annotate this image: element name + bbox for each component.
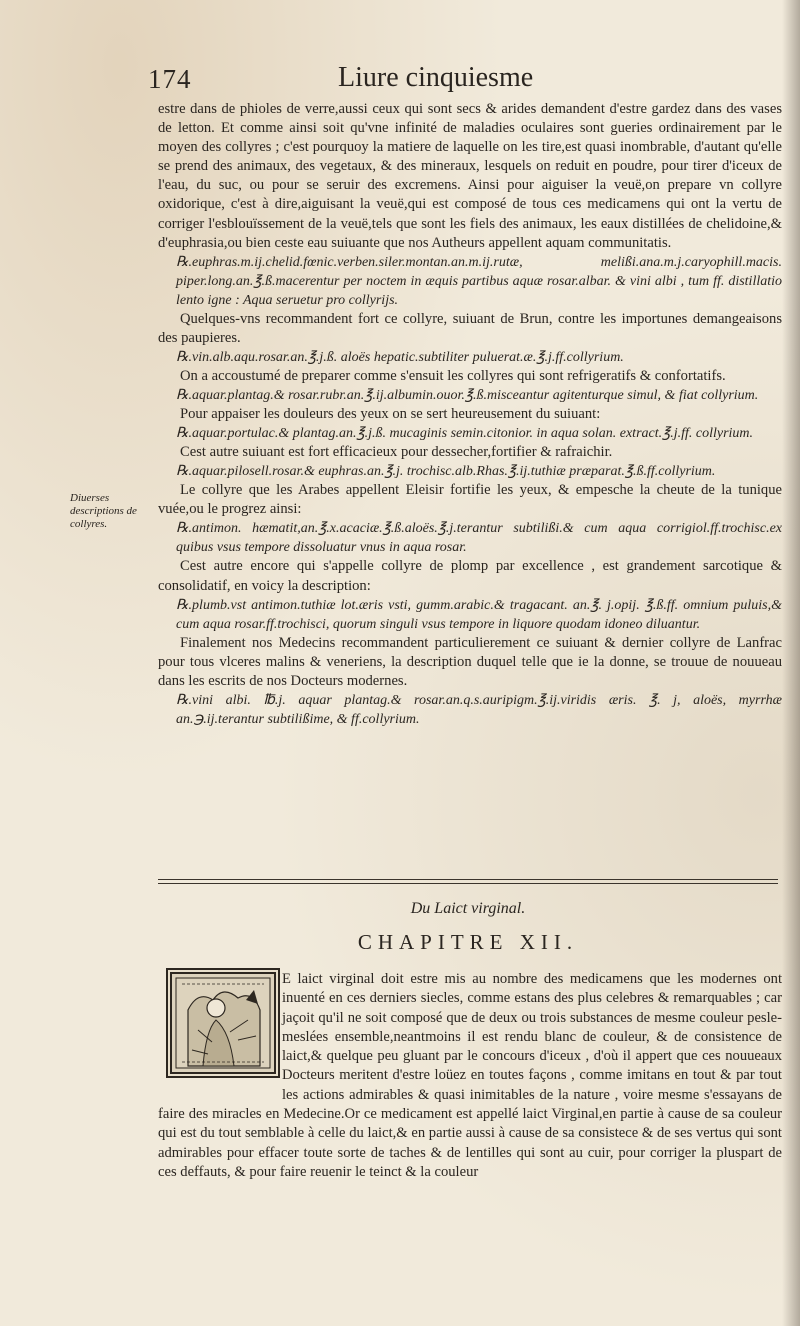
- text-paragraph: Quelques-vns recommandent fort ce collyre, suiuant de Brun, contre les importunes demangeaisons des paupieres.: [158, 310, 782, 346]
- page-header: [148, 62, 778, 96]
- prescription-paragraph: ℞.euphras.m.ij.chelid.fœnic.verben.siler.montan.an.m.ij.rutæ, melißi.ana.m.j.caryophill.macis. piper.long.an.℥.ß.macerentur per noctem in æquis partibus aquæ rosar.albar. & vini albi , tum ff. distillatio lento igne : Aqua seruetur pro collyrijs.: [176, 254, 782, 308]
- text-paragraph: Finalement nos Medecins recommandent particulierement ce suiuant & dernier collyre de Lanfrac pour tous vlceres malins & veneriens, la description duquel telle que ie la donne, se trouue de nouueau dans les escrits de nos Docteurs modernes.: [158, 634, 782, 689]
- text-paragraph: Pour appaiser les douleurs des yeux on se sert heureusement du suiuant:: [180, 406, 601, 423]
- chapter-title: CHAPITRE XII.: [357, 930, 579, 954]
- prescription-paragraph: ℞.aquar.portulac.& plantag.an.℥.j.ß. mucaginis semin.citonior. in aqua solan. extract.℥.j.ff. collyrium.: [176, 426, 754, 442]
- section-title: Du Laict virginal.: [410, 900, 526, 917]
- running-title: Liure cinquiesme: [338, 62, 534, 93]
- chapter-text: [158, 970, 782, 1182]
- page-edge-shadow: [782, 0, 800, 1326]
- text-paragraph: Le collyre que les Arabes appellent Eleisir fortifie les yeux, & empesche la cheute de la tunique vuée,ou le progrez ainsi:: [158, 482, 782, 518]
- prescription-paragraph: ℞.antimon. hæmatit,an.℥.x.acaciæ.℥.ß.aloës.℥.j.terantur subtilißi.& cum aqua corrigiol.ff.trochisc.ex quibus vsus tempore dissoluatur vnus in aqua rosar.: [176, 521, 782, 556]
- text-paragraph: Cest autre encore qui s'appelle collyre de plomp par excellence , est grandement sarcotique & consolidatif, en voicy la description:: [158, 558, 782, 594]
- prescription-paragraph: ℞.aquar.plantag.& rosar.rubr.an.℥.ij.albumin.ouor.℥.ß.misceantur agitenturque simul, & fiat collyrium.: [176, 388, 759, 404]
- chapter-paragraph: E laict virginal doit estre mis au nombre des medicamens que les modernes ont inuenté en ces derniers siecles, comme estans des plus celebres & remarquables ; car jaçoit qu'il ne soit composé que de deux ou trois substances de mesme couleur pesle-meslées ensemble,neantmoins il est rendu blanc de couleur, & de consistence de laict,& quelque peu gluant par le concours d'iceux , d'où il appert que ces nouueaux Docteurs meritent d'estre loüez en toutes façons , comme imitans en tout & par tout les actions admirables & quasi inimitables de la nature , voire mesme s'essayans de faire des miracles en Medecine.Or ce medicament est appellé laict Virginal,en partie à cause de sa couleur qui est du tout semblable à celle du laict,& en partie aussi à cause de sa consistece & de ses vertus qui sont admirables pour effacer toute sorte de taches & de lentilles qui sont au cuir, pour corriger la pluspart de ces deffauts, & pour faire reuenir le teinct & la couleur: [158, 971, 782, 1180]
- section-rule: [158, 879, 778, 880]
- body-text: [158, 100, 782, 729]
- prescription-paragraph: ℞.aquar.pilosell.rosar.& euphras.an.℥.j. trochisc.alb.Rhas.℥.ij.tuthiæ præparat.℥.ß.ff.collyrium.: [176, 464, 716, 480]
- text-paragraph: On a accoustumé de preparer comme s'ensuit les collyres qui sont refrigeratifs & confortatifs.: [180, 367, 726, 384]
- section-rule-thin: [158, 883, 778, 884]
- prescription-paragraph: ℞.plumb.vst antimon.tuthiæ lot.æris vsti, gumm.arabic.& tragacant. an.℥. j.opij. ℥.ß.ff. omnium puluis,& cum aqua rosar.ff.trochisci, quorum singuli vsus tempore in liquore quodam idoneo diluantur.: [176, 597, 782, 632]
- initial-spacer: [158, 970, 282, 1086]
- margin-note: Diuerses descriptions de collyres.: [70, 492, 137, 530]
- page-number: 174: [148, 64, 192, 94]
- prescription-paragraph: ℞.vin.alb.aqu.rosar.an.℥.j.ß. aloës hepatic.subtiliter puluerat.æ.℥.j.ff.collyrium.: [176, 349, 624, 365]
- text-paragraph: estre dans de phioles de verre,aussi ceux qui sont secs & arides demandent d'estre gardez dans des vases de letton. Et comme ainsi soit qu'vne infinité de maladies oculaires sont gueries ordinairement par le moyen des collyres ; c'est pourquoy la matiere de laquelle on les tire,est quasi inombrable, d'autant qu'elle se prend des animaux, des vegetaux, & des mineraux, lesquels on reduit en poudre, pour tirer d'iceux de l'eau, du suc, ou pour se seruir des excremens. Ainsi pour aiguiser la veuë,on prepare vn collyre oxidorique, c'est à dire,aiguisant la veuë,qui est composé de tous ces medicamens qui ont la vertu de corriger l'esblouïssement de la veuë,tels que sont les fiels des animaux, les eaux distillées de chelidoine,& d'euphrasia,ou bien ceste eau suiuante que nos Autheurs appellent aquam communitatis.: [158, 101, 782, 251]
- prescription-paragraph: ℞.vini albi. ℔.j. aquar plantag.& rosar.an.q.s.auripigm.℥.ij.viridis æris. ℥. j, aloës, myrrhæ an.℈.ij.terantur subtilißime, & ff.collyrium.: [176, 692, 782, 727]
- text-paragraph: Cest autre suiuant est fort efficacieux pour dessecher,fortifier & rafraichir.: [180, 444, 613, 461]
